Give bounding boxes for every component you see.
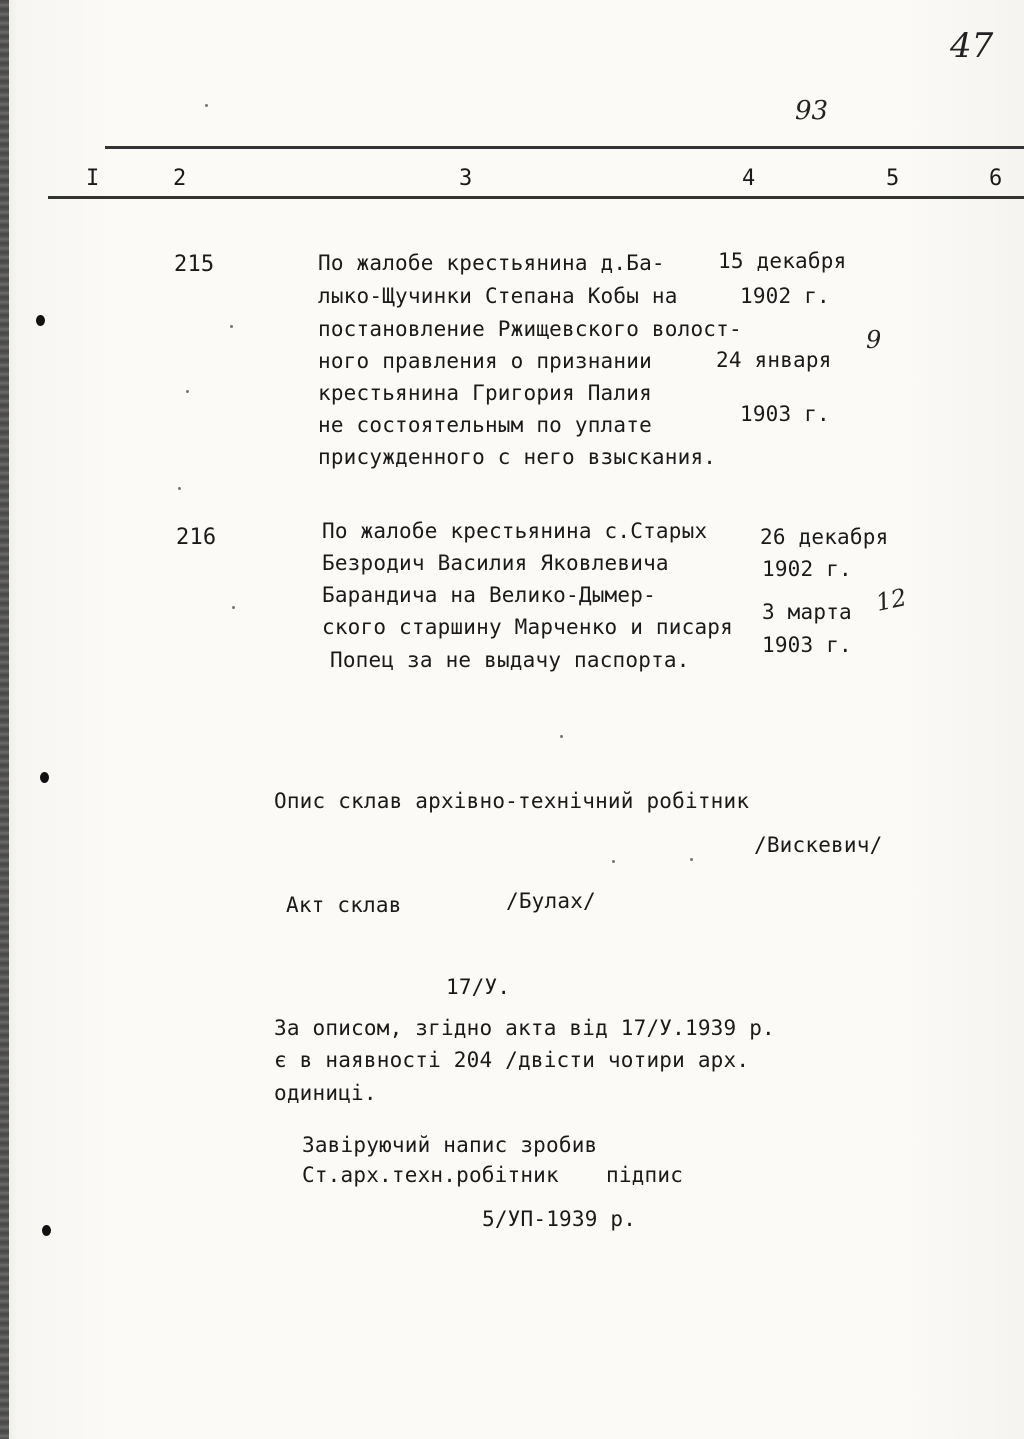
- entry-date-end-year: 1903 г.: [762, 633, 852, 657]
- scan-speck: [560, 735, 563, 738]
- binding-hole-mark: [42, 1225, 51, 1236]
- entry-description-line: По жалобе крестьянина с.Старых: [322, 519, 708, 543]
- entry-date-start: 15 декабря: [718, 249, 847, 273]
- entry-date-start-year: 1902 г.: [762, 557, 852, 581]
- act-label: Акт склав: [286, 893, 402, 917]
- entry-date-start-year: 1902 г.: [740, 284, 830, 308]
- scan-speck: [230, 325, 233, 328]
- act-date: 17/У.: [446, 975, 511, 999]
- scan-speck: [178, 487, 181, 490]
- binding-hole-mark: [40, 772, 49, 783]
- entry-description-line: постановление Ржищевского волост-: [318, 317, 742, 341]
- entry-description-line: Безродич Василия Яковлевича: [322, 551, 669, 575]
- entry-description-line: Барандича на Велико-Дымер-: [322, 583, 656, 607]
- binding-hole-mark: [36, 315, 45, 326]
- scan-speck: [232, 606, 235, 609]
- certification-date: 5/УП-1939 р.: [482, 1207, 637, 1231]
- scan-speck: [690, 858, 693, 861]
- statement-line: є в наявності 204 /двісти чотири арх.: [274, 1048, 750, 1072]
- entry-description-line: Попец за не выдачу паспорта.: [330, 648, 690, 672]
- column-number-3: 3: [459, 166, 473, 191]
- column-number-5: 5: [886, 166, 900, 191]
- entry-description-line: По жалобе крестьянина д.Ба-: [318, 251, 665, 275]
- certification-signature: підпис: [606, 1163, 684, 1187]
- column-number-2: 2: [173, 166, 187, 191]
- page-number: 93: [795, 96, 829, 126]
- certification-line: Завіруючий напис зробив: [302, 1133, 598, 1157]
- entry-date-start: 26 декабря: [760, 525, 889, 549]
- header-bottom-rule: [48, 196, 1024, 199]
- column-number-4: 4: [742, 166, 756, 191]
- entry-description-line: ного правления о признании: [318, 349, 652, 373]
- compiled-by-name: /Вискевич/: [754, 833, 883, 857]
- entry-number: 215: [174, 252, 215, 277]
- scan-speck: [612, 860, 615, 863]
- entry-description-line: присужденного с него взыскания.: [318, 445, 717, 469]
- scan-edge: [0, 0, 9, 1439]
- certification-role: Ст.арх.техн.робітник: [302, 1163, 559, 1187]
- act-name: /Булах/: [506, 889, 596, 913]
- entry-description-line: ского старшину Марченко и писаря: [322, 615, 733, 639]
- statement-line: одиниці.: [274, 1081, 377, 1105]
- entry-number: 216: [176, 525, 217, 550]
- entry-sheet-count: 9: [866, 326, 882, 354]
- archive-folio-number: 47: [950, 26, 994, 66]
- column-number-6: 6: [989, 166, 1003, 191]
- entry-date-end: 24 января: [716, 348, 832, 372]
- compiled-by-label: Опис склав архівно-технічний робітник: [274, 789, 750, 813]
- entry-date-end-year: 1903 г.: [740, 402, 830, 426]
- entry-date-end: 3 марта: [762, 600, 852, 624]
- entry-sheet-count: 12: [873, 583, 910, 617]
- statement-line: За описом, згідно акта від 17/У.1939 р.: [274, 1016, 775, 1040]
- entry-description-line: не состоятельным по уплате: [318, 413, 652, 437]
- header-top-rule: [105, 146, 1024, 149]
- scan-speck: [186, 390, 189, 393]
- entry-description-line: лыко-Щучинки Степана Кобы на: [318, 284, 678, 308]
- entry-description-line: крестьянина Григория Палия: [318, 381, 652, 405]
- scan-speck: [205, 104, 208, 107]
- column-number-1: I: [86, 166, 100, 191]
